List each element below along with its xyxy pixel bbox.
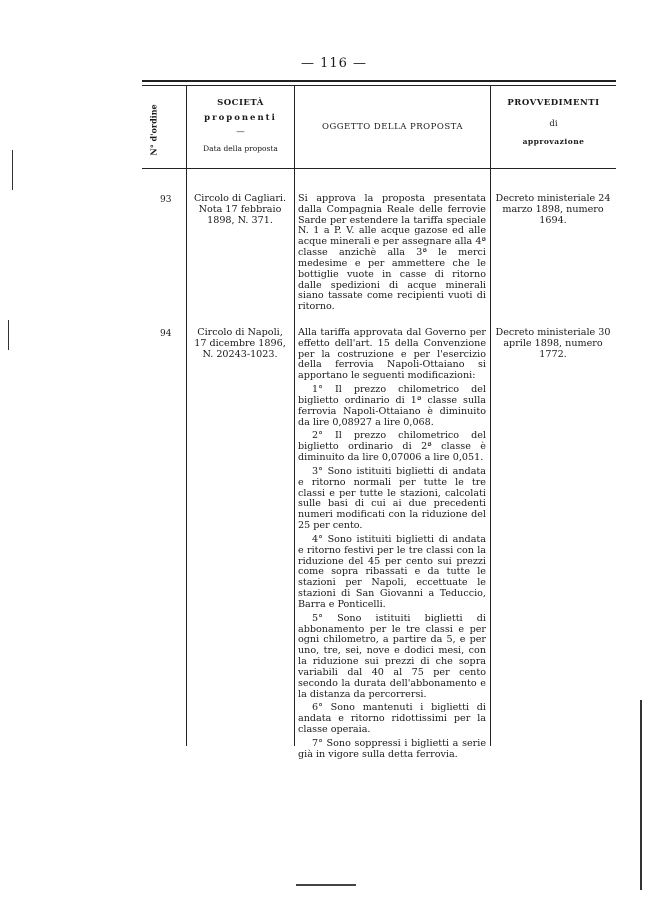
header-provvedimenti-footer: approvazione (522, 137, 585, 147)
page-number: — 116 — (300, 56, 368, 71)
scan-edge-mark (8, 320, 9, 350)
header-societa-dash: — (236, 127, 245, 138)
header-societa-title: SOCIETÀ (217, 98, 264, 108)
header-societa-subtitle: proponenti (204, 112, 277, 123)
header-ordine: N° d'ordine (149, 104, 160, 156)
row-societa: Circolo di Cagliari. Nota 17 febbraio 1898, N. 371. (193, 193, 287, 226)
row-societa: Circolo di Napoli, 17 dicembre 1896, N. 20243-1023. (194, 327, 286, 360)
top-rule (142, 80, 616, 82)
oggetto-item: 7° Sono soppressi i biglietti a serie già in vigore sulla detta ferrovia. (298, 737, 486, 760)
oggetto-item: 4° Sono istituiti biglietti di andata e ritorno festivi per le tre classi con la riduzione del 45 per cento sui prezzi come sopra ribassati e da tutte le stazioni per Napoli, eccettuate le stazioni di San Giovanni a Teduccio, Barra e Ponticelli. (298, 533, 486, 610)
scan-edge-mark (12, 150, 13, 190)
row-oggetto (298, 328, 486, 763)
header-societa-footer: Data della proposta (203, 143, 278, 153)
top-rule-thin (142, 85, 616, 86)
row-oggetto: Si approva la proposta presentata dalla Compagnia Reale delle ferrovie Sarde per estendere la tariffa speciale N. 1 a P. V. alle acque gazose ed alle acque minerali e per assegnare alla 4ª classe anzichè alla 3ª le merci medesime e per ammettere che le bottiglie vuote in casse di ritorno dalle spedizioni di acque minerali siano tassate come recipienti vuoti di ritorno. (298, 193, 486, 313)
oggetto-item: 3° Sono istituiti biglietti di andata e ritorno normali per tutte le tre classi e per tutte le stazioni, calcolati sulle basi di cui ai due precedenti numeri modificati con la riduzione del 25 per cento. (298, 465, 486, 532)
column-divider (490, 86, 491, 746)
bottom-rule (296, 884, 356, 886)
header-provvedimenti-di: di (549, 118, 558, 129)
row-number: 93 (160, 195, 172, 205)
oggetto-item: 2° Il prezzo chilometrico del biglietto ordinario di 2ª classe è diminuito da lire 0,07006 a lire 0,051. (298, 430, 486, 464)
oggetto-item: 1° Il prezzo chilometrico del biglietto ordinario di 1ª classe sulla ferrovia Napoli-Ottaiano è diminuito da lire 0,08927 a lire 0,068. (298, 384, 486, 428)
header-societa (187, 98, 294, 153)
row-provvedimento: Decreto ministeriale 30 aprile 1898, numero 1772. (495, 327, 611, 360)
header-provvedimenti (491, 98, 616, 147)
row-provvedimento: Decreto ministeriale 24 marzo 1898, numero 1694. (495, 193, 611, 226)
header-rule (142, 168, 616, 169)
row-number: 94 (160, 329, 172, 339)
header-provvedimenti-title: PROVVEDIMENTI (507, 98, 600, 108)
scan-edge-mark (640, 700, 642, 890)
oggetto-item: 6° Sono mantenuti i biglietti di andata e ritorno ridottissimi per la classe operaia. (298, 702, 486, 735)
header-oggetto: OGGETTO DELLA PROPOSTA (321, 122, 463, 132)
oggetto-intro: Alla tariffa approvata dal Governo per effetto dell'art. 15 della Convenzione per la costruzione e per l'esercizio della ferrovia Napoli-Ottaiano si apportano le seguenti modificazioni: (298, 327, 486, 382)
oggetto-item: 5° Sono istituiti biglietti di abbonamento per le tre classi e per ogni chilometro, a partire da 5, e per uno, tre, sei, nove e dodici mesi, con la riduzione sui prezzi di che sopra variabili dal 40 al 75 per cento secondo la durata dell'abbonamento e la distanza da percorrersi. (298, 612, 486, 700)
column-divider (294, 86, 295, 746)
column-divider (186, 86, 187, 746)
